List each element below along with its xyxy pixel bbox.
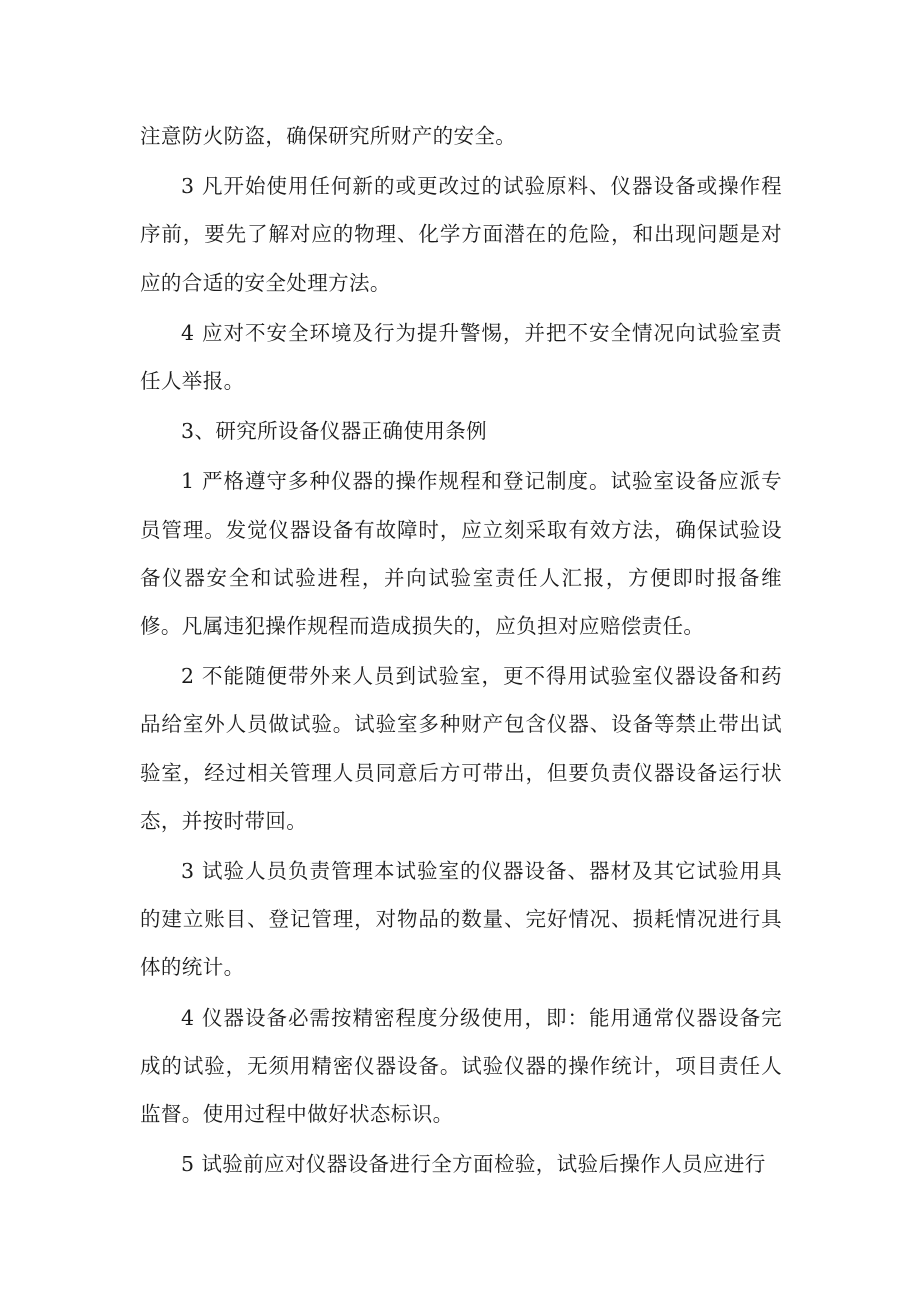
- paragraph-3: 4 应对不安全环境及行为提升警惕，并把不安全情况向试验室责任人举报。: [140, 320, 782, 394]
- paragraph-1: 注意防火防盗，确保研究所财产的安全。: [140, 124, 517, 148]
- paragraph-8: 4 仪器设备必需按精密程度分级使用，即：能用通常仪器设备完成的试验，无须用精密仪器设备。试验仪器的操作统计，项目责任人监督。使用过程中做好状态标识。: [140, 1005, 782, 1127]
- document-body: [140, 112, 782, 1190]
- paragraph-7: 3 试验人员负责管理本试验室的仪器设备、器材及其它试验用具的建立账目、登记管理，对物品的数量、完好情况、损耗情况进行具体的统计。: [140, 859, 782, 980]
- paragraph-9: 5 试验前应对仪器设备进行全方面检验，试验后操作人员应进行: [181, 1152, 766, 1177]
- paragraph-2: 3 凡开始使用任何新的或更改过的试验原料、仪器设备或操作程序前，要先了解对应的物理、化学方面潜在的危险，和出现问题是对应的合适的安全处理方法。: [140, 174, 782, 295]
- paragraph-5: 1 严格遵守多种仪器的操作规程和登记制度。试验室设备应派专员管理。发觉仪器设备有故障时，应立刻采取有效方法，确保试验设备仪器安全和试验进程，并向试验室责任人汇报，方便即时报备维修。凡属违犯操作规程而造成损失的，应负担对应赔偿责任。: [140, 469, 782, 639]
- section-heading: 3、研究所设备仪器正确使用条例: [181, 419, 488, 444]
- paragraph-6: 2 不能随便带外来人员到试验室，更不得用试验室仪器设备和药品给室外人员做试验。试验室多种财产包含仪器、设备等禁止带出试验室，经过相关管理人员同意后方可带出，但要负责仪器设备运行状态，并按时带回。: [140, 664, 782, 833]
